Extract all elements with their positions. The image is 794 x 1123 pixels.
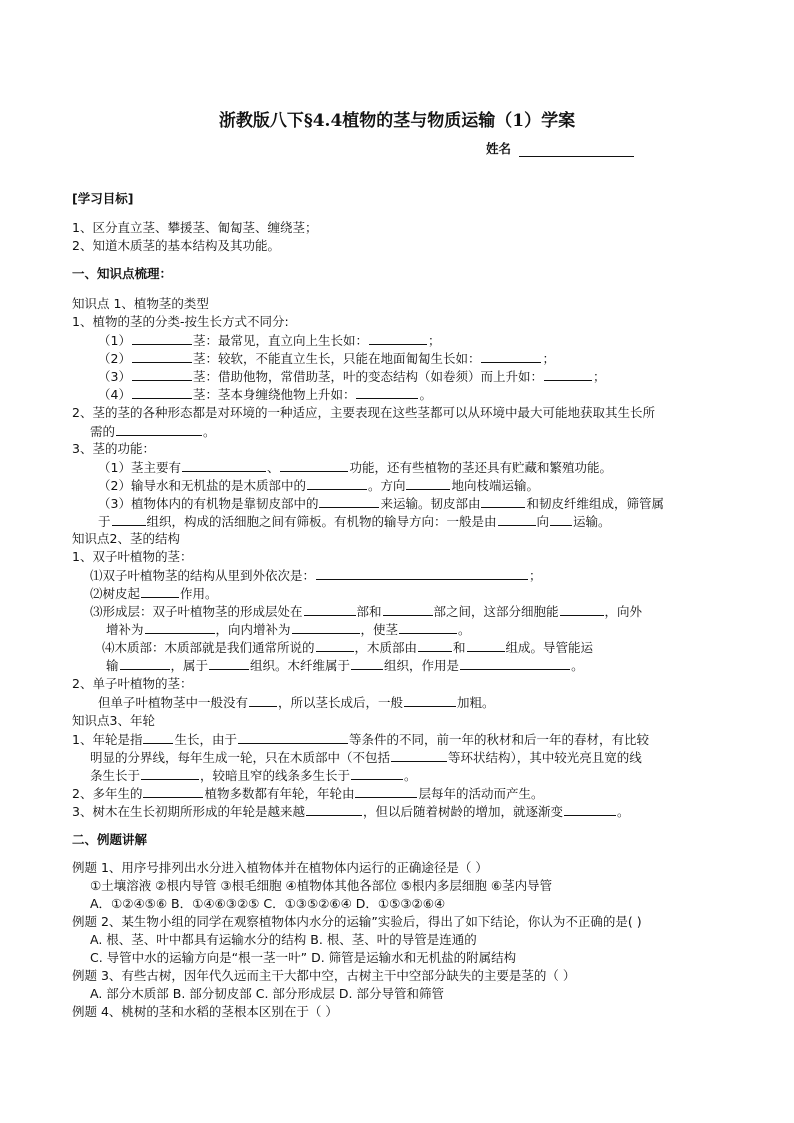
text: ⑶形成层：双子叶植物茎的形成层处在: [90, 604, 303, 619]
kp1-q3-item2: [98, 477, 539, 494]
text: 明显的分界线，每年生成一轮，只在木质部中（不包括: [90, 750, 391, 765]
text: ，属于: [170, 658, 209, 673]
blank[interactable]: [120, 657, 170, 670]
text: 。: [458, 622, 471, 637]
name-label: 姓名: [486, 141, 512, 156]
blank[interactable]: [544, 368, 592, 381]
text: ；: [592, 369, 606, 384]
blank[interactable]: [355, 785, 417, 798]
text: 层每年的活动而产生。: [418, 786, 544, 801]
kp2-q1-item4: [102, 639, 593, 656]
blank[interactable]: [406, 477, 450, 490]
text: 茎：茎本身缠绕他物上升如：: [192, 387, 356, 402]
text: 、: [266, 460, 280, 475]
page-title: 浙教版八下§4.4植物的茎与物质运输（1）学案: [218, 111, 576, 131]
section-2-heading: 二、例题讲解: [72, 832, 148, 847]
text: 。: [616, 804, 630, 819]
kp1-title: 知识点 1、植物茎的类型: [72, 296, 209, 311]
blank[interactable]: [564, 803, 616, 816]
text: ，向外: [604, 604, 643, 619]
example-2-question: 例题 2、某生物小组的同学在观察植物体内水分的运输”实验后，得出了如下结论，你认为不正确的是( ): [72, 914, 642, 929]
example-3-options: A. 部分木质部 B. 部分韧皮部 C. 部分形成层 D. 部分导管和筛管: [90, 986, 444, 1001]
text: （1）茎主要有: [98, 460, 181, 475]
name-blank[interactable]: [519, 144, 634, 157]
text: 增补为: [106, 622, 144, 637]
text: ，所以茎长成后，一般: [278, 695, 404, 710]
blank[interactable]: [316, 567, 528, 580]
kp3-q3: [72, 803, 630, 820]
blank[interactable]: [238, 731, 348, 744]
blank[interactable]: [550, 513, 572, 526]
example-1-options: A．①②④⑤⑥ B．①④⑥③②⑤ C．①③⑤②⑥④ D．①⑤③②⑥④: [90, 896, 446, 911]
text: ，使茎: [360, 622, 399, 637]
blank[interactable]: [306, 803, 362, 816]
text: 组织，构成的活细胞之间有筛板。有机物的输导方向：一般是由: [146, 514, 497, 529]
blank[interactable]: [460, 657, 570, 670]
blank[interactable]: [404, 694, 456, 707]
kp2-q1-item4-cont: [106, 657, 584, 674]
text: 。: [404, 768, 417, 783]
kp3-q1-cont1: [90, 749, 642, 766]
blank[interactable]: [351, 657, 383, 670]
blank[interactable]: [383, 603, 433, 616]
text: 加粗。: [457, 695, 495, 710]
text: （2）: [98, 351, 131, 366]
example-2-options-cd: C. 导管中水的运输方向是“根一茎一叶” D. 筛管是运输水和无机盐的附属结构: [90, 950, 517, 965]
text: ⑷木质部：木质部就是我们通常所说的: [102, 640, 315, 655]
text: （3）: [98, 369, 131, 384]
kp3-title: 知识点3、年轮: [72, 713, 155, 728]
blank[interactable]: [316, 639, 354, 652]
kp2-q1-item1: [90, 567, 542, 584]
blank[interactable]: [143, 785, 203, 798]
text: 。: [203, 424, 216, 439]
blank[interactable]: [292, 621, 360, 634]
blank[interactable]: [141, 585, 179, 598]
text: 3、树木在生长初期所形成的年轮是越来越: [72, 804, 305, 819]
text: 。: [419, 387, 432, 402]
kp2-title: 知识点2、茎的结构: [72, 531, 180, 546]
text: 和韧皮纤维组成，筛管属: [526, 496, 664, 511]
text: （1）: [98, 333, 131, 348]
text: 组织，作用是: [384, 658, 460, 673]
kp3-q1-cont2: [90, 767, 417, 784]
text: 。方向: [367, 478, 406, 493]
text: （3）植物体内的有机物是靠韧皮部中的: [98, 496, 319, 511]
text: 部之间，这部分细胞能: [433, 604, 559, 619]
goal-2: 2、知道木质茎的基本结构及其功能。: [72, 238, 280, 253]
text: 等环状结构），其中较光亮且宽的线: [448, 750, 642, 765]
example-1-items: ①土壤溶液 ②根内导管 ③根毛细胞 ④植物体其他各部位 ⑤根内多层细胞 ⑥茎内导管: [90, 878, 553, 893]
text: 茎：借助他物，常借助茎，叶的变态结构（如卷须）而上升如：: [192, 369, 543, 384]
text: ；: [542, 351, 555, 366]
blank[interactable]: [304, 603, 356, 616]
text: （2）输导水和无机盐的是木质部中的: [98, 478, 306, 493]
kp3-q2: [72, 785, 543, 802]
blank[interactable]: [132, 350, 192, 363]
blank[interactable]: [399, 621, 457, 634]
text: 。: [571, 658, 584, 673]
blank[interactable]: [498, 513, 536, 526]
text: 和: [453, 640, 466, 655]
kp2-q2: 2、单子叶植物的茎：: [72, 676, 193, 691]
kp1-q3-item1: [98, 459, 612, 476]
text: （4）: [98, 387, 131, 402]
text: 作用。: [180, 586, 218, 601]
blank[interactable]: [560, 603, 604, 616]
text: 于: [98, 514, 111, 529]
kp1-q1-item2: [98, 350, 555, 367]
text: 等条件的不同，前一年的秋材和后一年的春材，有比较: [348, 732, 649, 747]
goal-1: 1、区分直立茎、攀援茎、匍匐茎、缠绕茎；: [72, 220, 318, 235]
blank[interactable]: [143, 731, 173, 744]
text: 但单子叶植物茎中一般没有: [98, 695, 249, 710]
text: 地向枝端运输。: [451, 478, 539, 493]
text: 茎：最常见，直立向上生长如：: [192, 333, 368, 348]
text: 生长，由于: [174, 732, 237, 747]
blank[interactable]: [116, 423, 202, 436]
kp1-q1-item1: [98, 332, 440, 349]
blank[interactable]: [418, 639, 452, 652]
kp1-q2-cont: [90, 423, 216, 440]
kp2-q1-item3: [90, 603, 642, 620]
text: ，但以后随着树龄的增加，就逐渐变: [362, 804, 563, 819]
kp1-q3-item3-cont: [98, 513, 611, 530]
section-1-heading: 一、知识点梳理：: [72, 266, 173, 281]
blank[interactable]: [249, 694, 277, 707]
blank[interactable]: [132, 332, 192, 345]
kp3-q1: [72, 731, 649, 748]
blank[interactable]: [112, 513, 146, 526]
kp1-q1-item4: [98, 386, 432, 403]
blank[interactable]: [280, 459, 348, 472]
blank[interactable]: [141, 767, 199, 780]
text: 植物多数都有年轮，年轮由: [204, 786, 355, 801]
text: ，较暗且窄的线条多生长于: [200, 768, 351, 783]
text: 向: [536, 514, 550, 529]
blank[interactable]: [182, 459, 266, 472]
blank[interactable]: [209, 657, 249, 670]
text: ⑴双子叶植物茎的结构从里到外依次是：: [90, 568, 316, 583]
kp2-q2-item: [98, 694, 495, 711]
kp2-q1-item2: [90, 585, 218, 602]
text: 茎：较软，不能直立生长，只能在地面匍匐生长如：: [192, 351, 481, 366]
blank[interactable]: [307, 477, 367, 490]
name-field: [486, 139, 634, 157]
text: 条生长于: [90, 768, 141, 783]
blank[interactable]: [467, 639, 505, 652]
blank[interactable]: [351, 767, 403, 780]
blank[interactable]: [319, 495, 379, 508]
kp1-q3-item3: [98, 495, 664, 512]
text: 来运输。韧皮部由: [380, 496, 481, 511]
kp1-q1: 1、植物的茎的分类-按生长方式不同分:: [72, 314, 289, 329]
kp1-q3: 3、茎的功能：: [72, 441, 155, 456]
text: 2、多年生的: [72, 786, 143, 801]
kp2-q1-item3-cont: [106, 621, 471, 638]
kp1-q1-item3: [98, 368, 605, 385]
example-4-question: 例题 4、桃树的茎和水稻的茎根本区别在于（ ）: [72, 1004, 338, 1019]
text: ⑵树皮起: [90, 586, 141, 601]
text: 需的: [90, 424, 116, 439]
text: 1、年轮是指: [72, 732, 143, 747]
text: 功能，还有些植物的茎还具有贮藏和繁殖功能。: [349, 460, 612, 475]
kp1-q2: 2、茎的茎的各种形态都是对环境的一种适应，主要表现在这些茎都可以从环境中最大可能地获取其生长所: [72, 405, 655, 420]
section-goals-heading: [学习目标]: [72, 191, 134, 206]
text: ，木质部由: [354, 640, 418, 655]
example-2-options-ab: A. 根、茎、叶中都具有运输水分的结构 B. 根、茎、叶的导管是连通的: [90, 932, 477, 947]
text: ；: [427, 333, 441, 348]
example-1-question: 例题 1、用序号排列出水分进入植物体并在植物体内运行的正确途径是（ ）: [72, 860, 488, 875]
blank[interactable]: [132, 386, 192, 399]
text: 输: [106, 658, 119, 673]
blank[interactable]: [481, 495, 525, 508]
blank[interactable]: [481, 350, 541, 363]
text: 部和: [356, 604, 382, 619]
text: 组织。木纤维属于: [250, 658, 351, 673]
blank[interactable]: [356, 386, 418, 399]
blank[interactable]: [369, 332, 427, 345]
blank[interactable]: [391, 749, 447, 762]
blank[interactable]: [145, 621, 215, 634]
blank[interactable]: [132, 368, 192, 381]
text: ，向内增补为: [215, 622, 291, 637]
text: ；: [529, 568, 542, 583]
kp2-q1: 1、双子叶植物的茎：: [72, 549, 193, 564]
example-3-question: 例题 3、有些古树，因年代久远而主干大都中空，古树主干中空部分缺失的主要是茎的（ ）: [72, 968, 576, 983]
text: 组成。导管能运: [505, 640, 594, 655]
text: 运输。: [573, 514, 611, 529]
